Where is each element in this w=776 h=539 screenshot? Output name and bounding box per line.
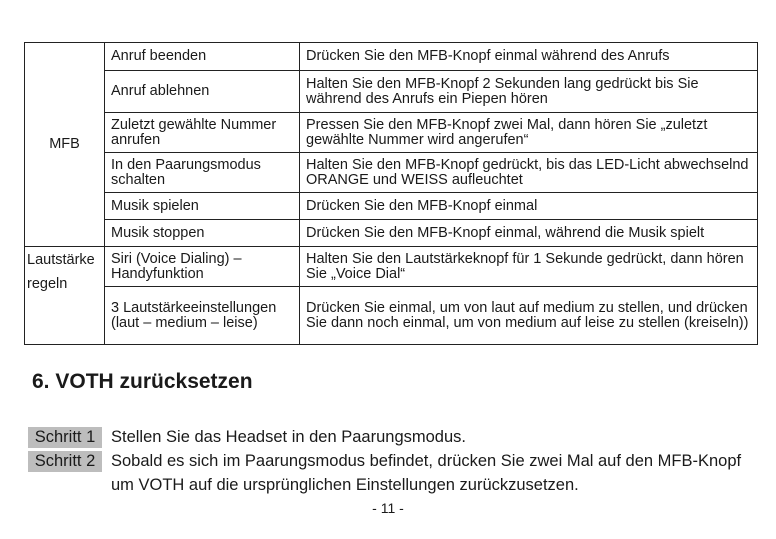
action-cell: Musik spielen <box>105 193 300 220</box>
step-text: Stellen Sie das Headset in den Paarungsmodus. <box>111 428 466 446</box>
table-row <box>25 71 758 113</box>
section-title: 6. VOTH zurücksetzen <box>32 370 253 393</box>
step-badge: Schritt 2 <box>28 451 102 472</box>
action-cell: In den Paarungsmodus schalten <box>105 153 300 193</box>
description-cell: Drücken Sie einmal, um von laut auf medium zu stellen, und drücken Sie dann noch einmal, um von medium auf leise zu stellen (kreiseln)) <box>300 287 758 345</box>
description-cell: Drücken Sie den MFB-Knopf einmal, während die Musik spielt <box>300 220 758 247</box>
table-row <box>25 247 758 287</box>
step-item <box>28 425 751 449</box>
table-row <box>25 43 758 71</box>
description-cell: Pressen Sie den MFB-Knopf zwei Mal, dann hören Sie „zuletzt gewählte Nummer wird angerufen“ <box>300 113 758 153</box>
action-cell: Siri (Voice Dialing) – Handyfunktion <box>105 247 300 287</box>
step-item <box>28 449 751 497</box>
action-cell: 3 Lautstärkeeinstellungen (laut – medium – leise) <box>105 287 300 345</box>
description-cell: Halten Sie den MFB-Knopf 2 Sekunden lang gedrückt bis Sie während des Anrufs ein Piepen hören <box>300 71 758 113</box>
action-cell: Musik stoppen <box>105 220 300 247</box>
table-row <box>25 153 758 193</box>
group-volume-label-line: Lautstärke <box>27 252 95 268</box>
page-number: - 11 - <box>372 500 404 516</box>
group-mfb-label: MFB <box>25 43 105 247</box>
table-row <box>25 287 758 345</box>
table-row <box>25 193 758 220</box>
action-cell: Anruf ablehnen <box>105 71 300 113</box>
description-cell: Drücken Sie den MFB-Knopf einmal während des Anrufs <box>300 43 758 71</box>
description-cell: Halten Sie den Lautstärkeknopf für 1 Sekunde gedrückt, dann hören Sie „Voice Dial“ <box>300 247 758 287</box>
group-volume-label <box>25 247 105 345</box>
description-cell: Halten Sie den MFB-Knopf gedrückt, bis das LED-Licht abwechselnd ORANGE und WEISS aufleuchtet <box>300 153 758 193</box>
action-cell: Zuletzt gewählte Nummer anrufen <box>105 113 300 153</box>
table-row <box>25 220 758 247</box>
group-volume-label-line: regeln <box>27 276 68 292</box>
table-row <box>25 113 758 153</box>
function-table <box>24 42 758 345</box>
step-badge: Schritt 1 <box>28 427 102 448</box>
action-cell: Anruf beenden <box>105 43 300 71</box>
steps-list <box>28 425 751 497</box>
description-cell: Drücken Sie den MFB-Knopf einmal <box>300 193 758 220</box>
step-text: Sobald es sich im Paarungsmodus befindet, drücken Sie zwei Mal auf den MFB-Knopf um VOTH auf die ursprünglichen Einstellungen zurückzusetzen. <box>111 452 742 494</box>
